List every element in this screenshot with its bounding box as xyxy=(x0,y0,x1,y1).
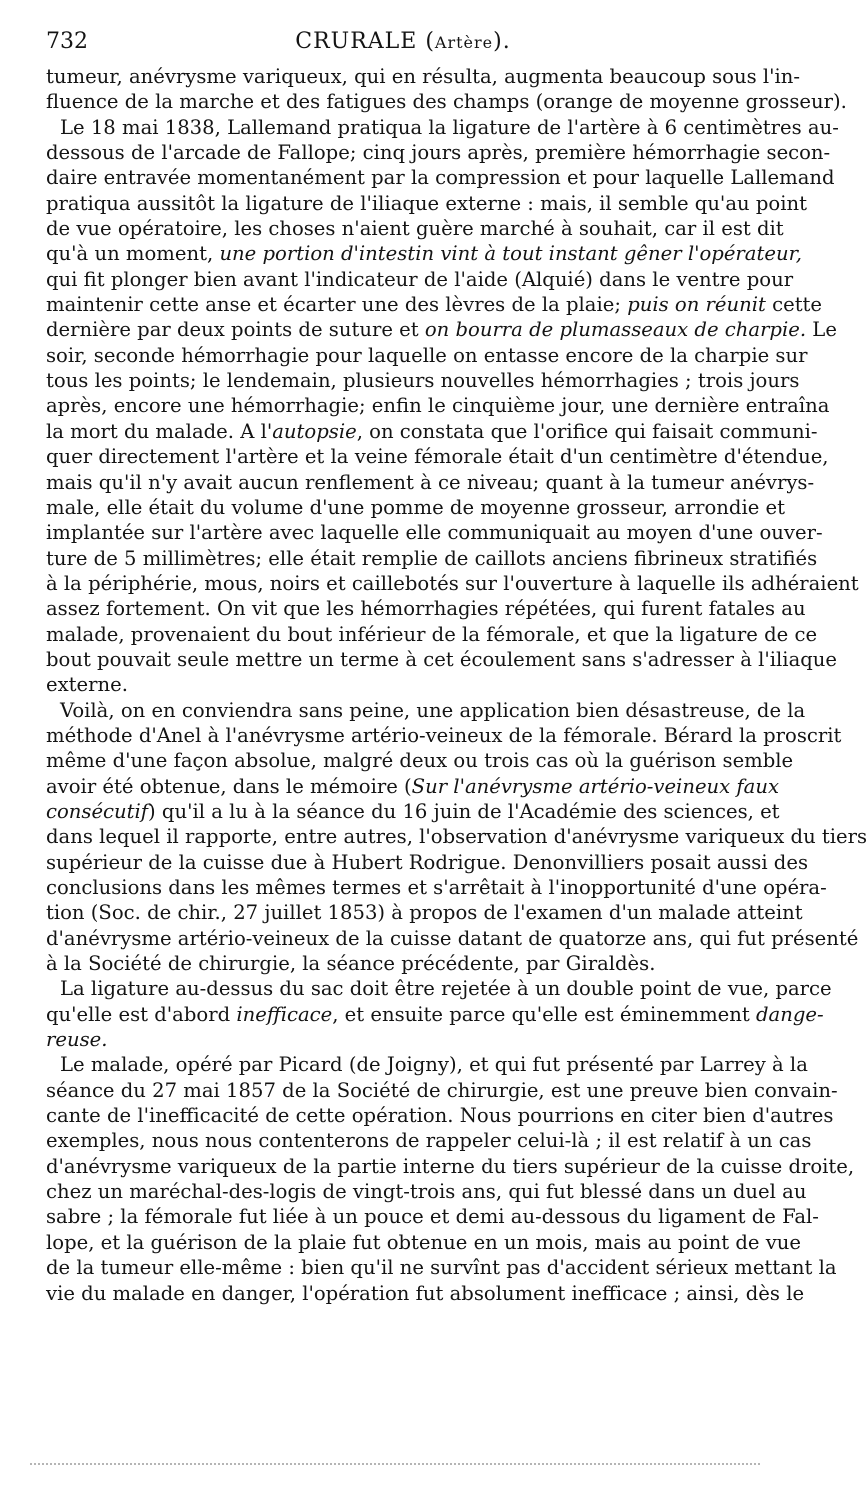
italic-text: autopsie xyxy=(272,419,357,443)
text-run: sabre ; la fémorale fut liée à un pouce et demi au-dessous du ligament de Fal- xyxy=(46,1205,819,1229)
text-line xyxy=(46,1255,837,1280)
text-line xyxy=(46,1103,834,1128)
text-run: d'anévrysme artério-veineux de la cuisse datant de quatorze ans, qui fut présenté xyxy=(46,926,859,950)
text-line xyxy=(46,596,806,621)
text-line xyxy=(46,64,801,89)
text-run: de la tumeur elle-même : bien qu'il ne survînt pas d'accident sérieux mettant la xyxy=(46,1256,837,1280)
text-line xyxy=(46,1230,801,1255)
text-run: male, elle était du volume d'une pomme de moyenne grosseur, arrondie et xyxy=(46,495,786,519)
text-line xyxy=(46,1128,812,1153)
text-run: La ligature au-dessus du sac doit être rejetée à un double point de vue, parce xyxy=(60,977,832,1001)
text-run: cante de l'inefficacité de cette opération. Nous pourrions en citer bien d'autres xyxy=(46,1104,834,1128)
text-line xyxy=(46,393,830,418)
text-line xyxy=(46,1154,855,1179)
text-run: méthode d'Anel à l'anévrysme artério-veineux de la fémorale. Bérard la proscrit xyxy=(46,723,842,747)
text-run: séance du 27 mai 1857 de la Société de chirurgie, est une preuve bien convain- xyxy=(46,1078,838,1102)
text-line xyxy=(46,317,837,342)
body-text xyxy=(46,64,867,1306)
text-line xyxy=(46,216,784,241)
text-line xyxy=(46,571,859,596)
text-run: Le 18 mai 1838, Lallemand pratiqua la ligature de l'artère à 6 centimètres au- xyxy=(60,115,839,139)
text-line xyxy=(46,1027,760,1052)
text-line xyxy=(46,1281,805,1306)
text-run: soir, seconde hémorrhagie pour laquelle on entasse encore de la charpie sur xyxy=(46,343,808,367)
italic-text: puis on réunit xyxy=(627,293,766,317)
text-line xyxy=(46,1204,819,1229)
text-line xyxy=(46,470,815,495)
text-run: maintenir cette anse et écarter une des lèvres de la plaie; xyxy=(46,293,628,317)
text-run: à la périphérie, mous, noirs et caillebotés sur l'ouverture à laquelle ils adhéraient xyxy=(46,571,859,595)
text-line xyxy=(46,748,794,773)
text-run: conclusions dans les mêmes termes et s'arrêtait à l'inopportunité d'une opéra- xyxy=(46,876,827,899)
text-line xyxy=(46,520,823,545)
text-line xyxy=(46,951,760,976)
text-run: malade, provenaient du bout inférieur de la fémorale, et que la ligature de ce xyxy=(46,622,818,646)
text-line xyxy=(46,267,794,292)
text-run: , on constata que l'orifice qui faisait communi- xyxy=(356,419,818,443)
text-run: quer directement l'artère et la veine fémorale était d'un centimètre d'étendue, xyxy=(46,445,829,469)
running-head-end: ). xyxy=(493,29,511,54)
text-run: ) qu'il a lu à la séance du 16 juin de l'Académie des sciences, et xyxy=(148,799,780,823)
text-line xyxy=(46,292,823,317)
text-line xyxy=(46,926,859,951)
italic-text: on bourra de plumasseaux de charpie. xyxy=(424,318,807,342)
text-run: même d'une façon absolue, malgré deux ou trois cas où la guérison semble xyxy=(46,749,794,773)
text-run: avoir été obtenue, dans le mémoire ( xyxy=(46,774,412,798)
text-line xyxy=(46,1078,838,1103)
text-run: assez fortement. On vit que les hémorrhagies répétées, qui furent fatales au xyxy=(46,597,806,621)
text-line xyxy=(46,343,808,368)
text-run: qu'à un moment, xyxy=(46,242,220,266)
text-line xyxy=(46,368,800,393)
text-line xyxy=(46,774,780,799)
text-run: exemples, nous nous contenterons de rappeler celui-là ; il est relatif à un cas xyxy=(46,1129,812,1153)
text-line xyxy=(46,1179,807,1204)
italic-text: consécutif xyxy=(46,799,149,823)
text-line xyxy=(46,698,806,723)
text-line xyxy=(46,241,803,266)
text-run: bout pouvait seule mettre un terme à cet écoulement sans s'adresser à l'iliaque xyxy=(46,647,838,671)
text-run: pratiqua aussitôt la ligature de l'iliaque externe : mais, il semble qu'au point xyxy=(46,191,807,215)
text-run: après, encore une hémorrhagie; enfin le cinquième jour, une dernière entraîna xyxy=(46,394,830,418)
text-run: dans lequel il rapporte, entre autres, l'observation d'anévrysme variqueux du tiers xyxy=(46,825,867,849)
italic-text: dange- xyxy=(756,1002,824,1026)
text-run: à la Société de chirurgie, la séance précédente, par Giraldès. xyxy=(46,952,656,976)
text-run: dernière par deux points de suture et xyxy=(46,318,425,342)
text-run: externe. xyxy=(46,673,128,697)
text-run: fluence de la marche et des fatigues des champs (orange de moyenne grosseur). xyxy=(46,90,847,114)
text-run: daire entravée momentanément par la compression et pour laquelle Lallemand xyxy=(46,166,835,190)
text-run: dessous de l'arcade de Fallope; cinq jours après, première hémorrhagie secon- xyxy=(46,141,831,165)
text-line xyxy=(46,900,803,925)
footer-rule xyxy=(30,1463,760,1465)
running-head-smallcaps: Artère xyxy=(434,33,494,52)
text-line xyxy=(46,115,839,140)
text-line xyxy=(46,140,831,165)
running-head xyxy=(46,28,760,57)
text-line xyxy=(46,165,835,190)
running-head-main: CRURALE ( xyxy=(295,29,435,54)
text-run: , et ensuite parce qu'elle est éminemment xyxy=(332,1002,756,1026)
page-number: 732 xyxy=(46,29,88,54)
text-run: mais qu'il n'y avait aucun renflement à ce niveau; quant à la tumeur anévrys- xyxy=(46,470,815,494)
text-line xyxy=(46,191,807,216)
text-line xyxy=(46,875,827,900)
text-run: d'anévrysme variqueux de la partie interne du tiers supérieur de la cuisse droite, xyxy=(46,1154,855,1178)
text-run: Voilà, on en conviendra sans peine, une application bien désastreuse, de la xyxy=(60,698,806,722)
text-run: tion (Soc. de chir., 27 juillet 1853) à propos de l'examen d'un malade atteint xyxy=(46,901,803,925)
text-line xyxy=(46,647,838,672)
text-run: chez un maréchal-des-logis de vingt-trois ans, qui fut blessé dans un duel au xyxy=(46,1180,807,1204)
text-run: Le malade, opéré par Picard (de Joigny), et qui fut présenté par Larrey à la xyxy=(60,1053,808,1077)
text-run: qu'elle est d'abord xyxy=(46,1002,237,1026)
text-run: tous les points; le lendemain, plusieurs nouvelles hémorrhagies ; trois jours xyxy=(46,369,800,393)
text-line xyxy=(46,799,780,824)
text-line xyxy=(46,672,760,697)
text-line xyxy=(46,622,818,647)
page-header xyxy=(46,28,760,56)
text-run: la mort du malade. A l' xyxy=(46,419,273,443)
text-line xyxy=(46,495,786,520)
italic-text: reuse. xyxy=(46,1028,108,1052)
text-run: vie du malade en danger, l'opération fut absolument inefficace ; ainsi, dès le xyxy=(46,1281,805,1305)
text-line xyxy=(46,824,867,849)
text-run: qui fit plonger bien avant l'indicateur de l'aide (Alquié) dans le ventre pour xyxy=(46,267,794,291)
text-line xyxy=(46,850,809,875)
text-line xyxy=(46,419,818,444)
text-line xyxy=(46,546,818,571)
text-line xyxy=(46,1002,824,1027)
italic-text: une portion d'intestin vint à tout instant gêner l'opérateur, xyxy=(219,242,803,266)
text-run: Le xyxy=(806,318,837,342)
italic-text: Sur l'anévrysme artério-veineux faux xyxy=(411,774,780,798)
text-run: tumeur, anévrysme variqueux, qui en résulta, augmenta beaucoup sous l'in- xyxy=(46,65,801,88)
text-run: ture de 5 millimètres; elle était remplie de caillots anciens fibrineux stratifiés xyxy=(46,546,818,570)
text-run: lope, et la guérison de la plaie fut obtenue en un mois, mais au point de vue xyxy=(46,1230,801,1254)
text-run: cette xyxy=(765,293,823,317)
text-run: supérieur de la cuisse due à Hubert Rodrigue. Denonvilliers posait aussi des xyxy=(46,850,809,874)
text-run: implantée sur l'artère avec laquelle elle communiquait au moyen d'une ouver- xyxy=(46,521,823,545)
text-line xyxy=(46,1052,808,1077)
italic-text: inefficace xyxy=(236,1002,333,1026)
text-line xyxy=(46,89,847,114)
text-line xyxy=(46,976,832,1001)
text-line xyxy=(46,444,829,469)
text-run: de vue opératoire, les choses n'aient guère marché à souhait, car il est dit xyxy=(46,217,784,241)
text-line xyxy=(46,723,842,748)
